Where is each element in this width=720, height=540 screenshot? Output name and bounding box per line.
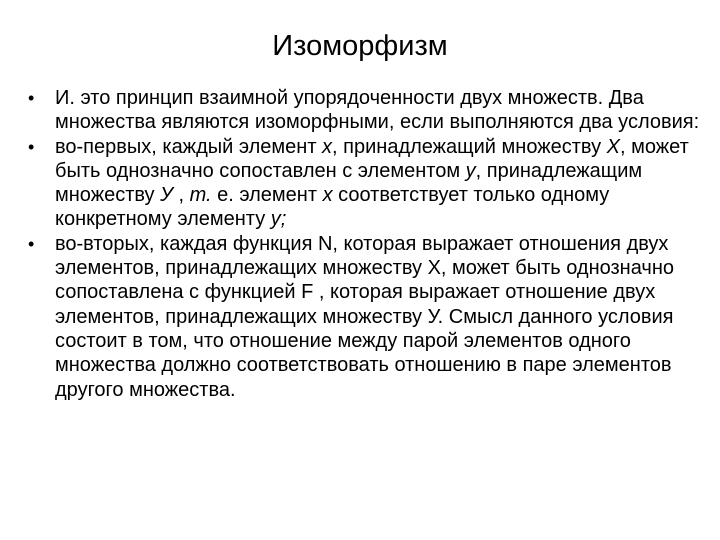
- bullet-text-italic: т.: [189, 184, 212, 207]
- bullet-text: И. это принцип взаимной упорядоченности двух множеств. Два множества являются изоморфными, если выполняются два условия:: [55, 87, 700, 134]
- bullet-marker: •: [28, 136, 35, 157]
- bullet-item: [28, 86, 700, 135]
- bullet-text-italic: у;: [270, 208, 287, 231]
- bullet-text: е. элемент: [211, 184, 323, 207]
- bullet-text: , может быть однозначно сопоставлен с элементом: [55, 135, 689, 182]
- bullet-text: , принадлежащий множеству: [332, 135, 607, 158]
- bullet-text-italic: х: [322, 184, 333, 207]
- bullet-list: [28, 86, 700, 402]
- slide-title: Изоморфизм: [272, 30, 448, 62]
- bullet-marker: •: [28, 88, 35, 108]
- bullet-text: , принадлежащим множеству: [55, 159, 643, 207]
- bullet-marker: •: [28, 233, 35, 254]
- bullet-text-italic: х: [322, 135, 333, 158]
- bullet-text-italic: X: [606, 135, 620, 158]
- bullet-text: во-вторых, каждая функция N, которая выражает отношения двух элементов, принадлежащих множеству Х, может быть однозначно сопоставлена с функцией F , которая выражает отношение двух элементов, принадлежащих множеству У. Смысл данного условия состоит в том, что отношение между парой элементов одного множества должно соответствовать отношению в паре элементов другого множества.: [55, 232, 674, 401]
- bullet-text: ,: [172, 184, 190, 207]
- bullet-text-italic: У: [160, 184, 173, 207]
- bullet-item: [28, 135, 700, 232]
- bullet-text: во-первых, каждый элемент: [55, 135, 323, 158]
- bullet-text-italic: у: [465, 159, 476, 182]
- bullet-text: соответствует только одному конкретному элементу: [55, 184, 610, 231]
- bullet-item: [28, 232, 700, 402]
